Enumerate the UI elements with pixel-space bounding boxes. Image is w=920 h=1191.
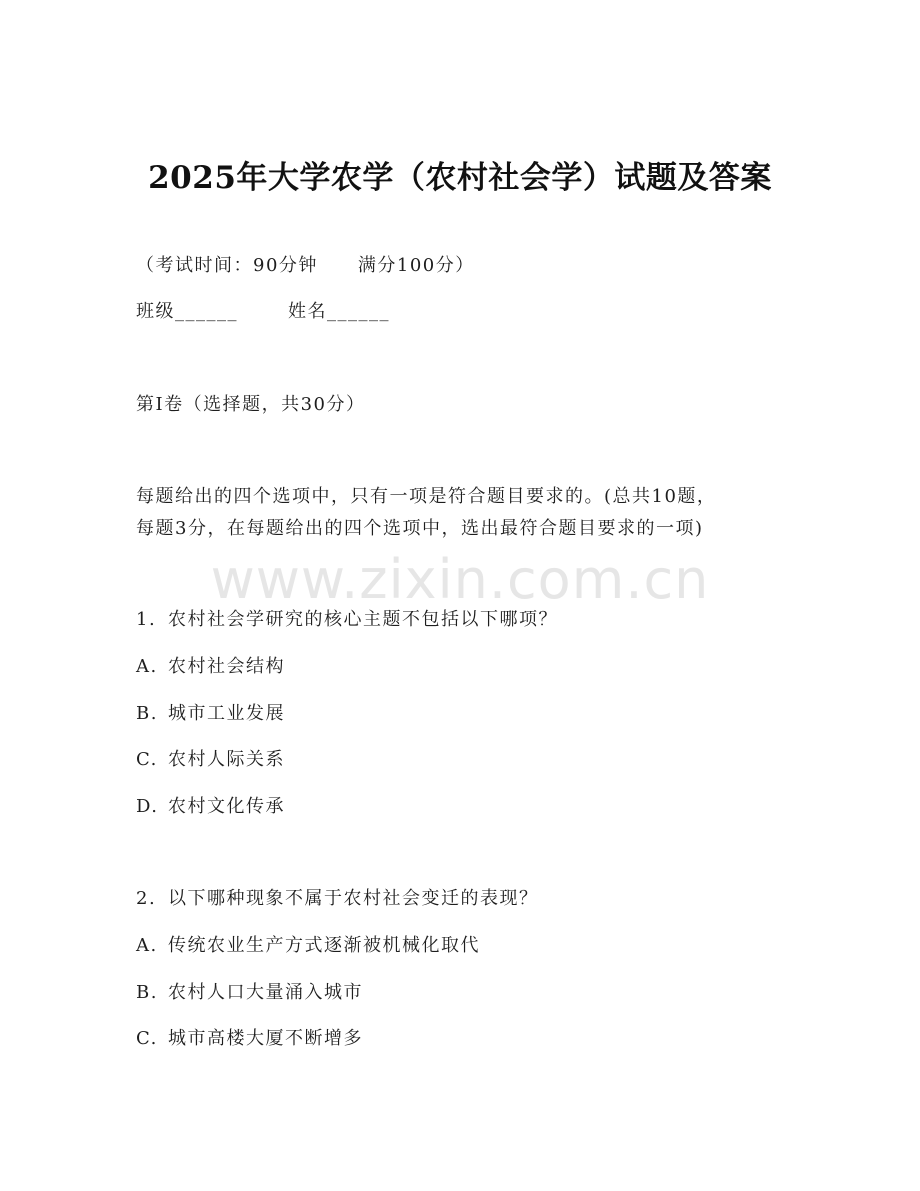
exam-info <box>136 254 475 278</box>
question-2-text: 以下哪种现象不属于农村社会变迁的表现？ <box>168 888 539 909</box>
question-2 <box>136 887 539 911</box>
option-text: 农村人口大量涌入城市 <box>168 982 363 1003</box>
option-label: C. <box>136 1028 158 1049</box>
section-title: 第Ⅰ卷（选择题，共30分） <box>136 394 366 415</box>
option-text: 农村社会结构 <box>168 656 285 677</box>
option-text: 城市高楼大厦不断增多 <box>168 1028 363 1049</box>
option-text: 农村文化传承 <box>168 796 285 817</box>
exam-time: （考试时间：90分钟 <box>136 255 318 276</box>
question-2-option-c <box>136 1027 363 1051</box>
question-1-number: 1. <box>136 609 157 630</box>
option-text: 城市工业发展 <box>168 703 285 724</box>
question-1-text: 农村社会学研究的核心主题不包括以下哪项？ <box>168 609 558 630</box>
question-2-option-b <box>136 981 363 1005</box>
document-title: 2025年大学农学（农村社会学）试题及答案 <box>148 160 772 196</box>
question-2-option-a <box>136 934 480 958</box>
exam-score: 满分100分） <box>357 255 475 276</box>
watermark: www.zixin.com.cn <box>210 548 710 611</box>
option-text: 传统农业生产方式逐渐被机械化取代 <box>168 935 480 956</box>
option-label: B. <box>136 982 158 1003</box>
question-1-option-b <box>136 702 285 726</box>
option-label: B. <box>136 703 158 724</box>
option-label: C. <box>136 749 158 770</box>
instructions-line-2: 每题3分，在每题给出的四个选项中，选出最符合题目要求的一项) <box>136 518 704 539</box>
class-label: 班级______ <box>136 301 238 322</box>
question-2-number: 2. <box>136 888 157 909</box>
option-label: D. <box>136 796 159 817</box>
question-1-option-c <box>136 748 285 772</box>
question-1-option-d <box>136 795 285 819</box>
instructions-line-1: 每题给出的四个选项中，只有一项是符合题目要求的。(总共10题， <box>136 486 717 507</box>
question-1-option-a <box>136 655 285 679</box>
option-label: A. <box>136 935 158 956</box>
option-label: A. <box>136 656 158 677</box>
option-text: 农村人际关系 <box>168 749 285 770</box>
name-label: 姓名______ <box>288 301 390 322</box>
student-info-line <box>136 300 390 324</box>
question-1 <box>136 608 558 632</box>
